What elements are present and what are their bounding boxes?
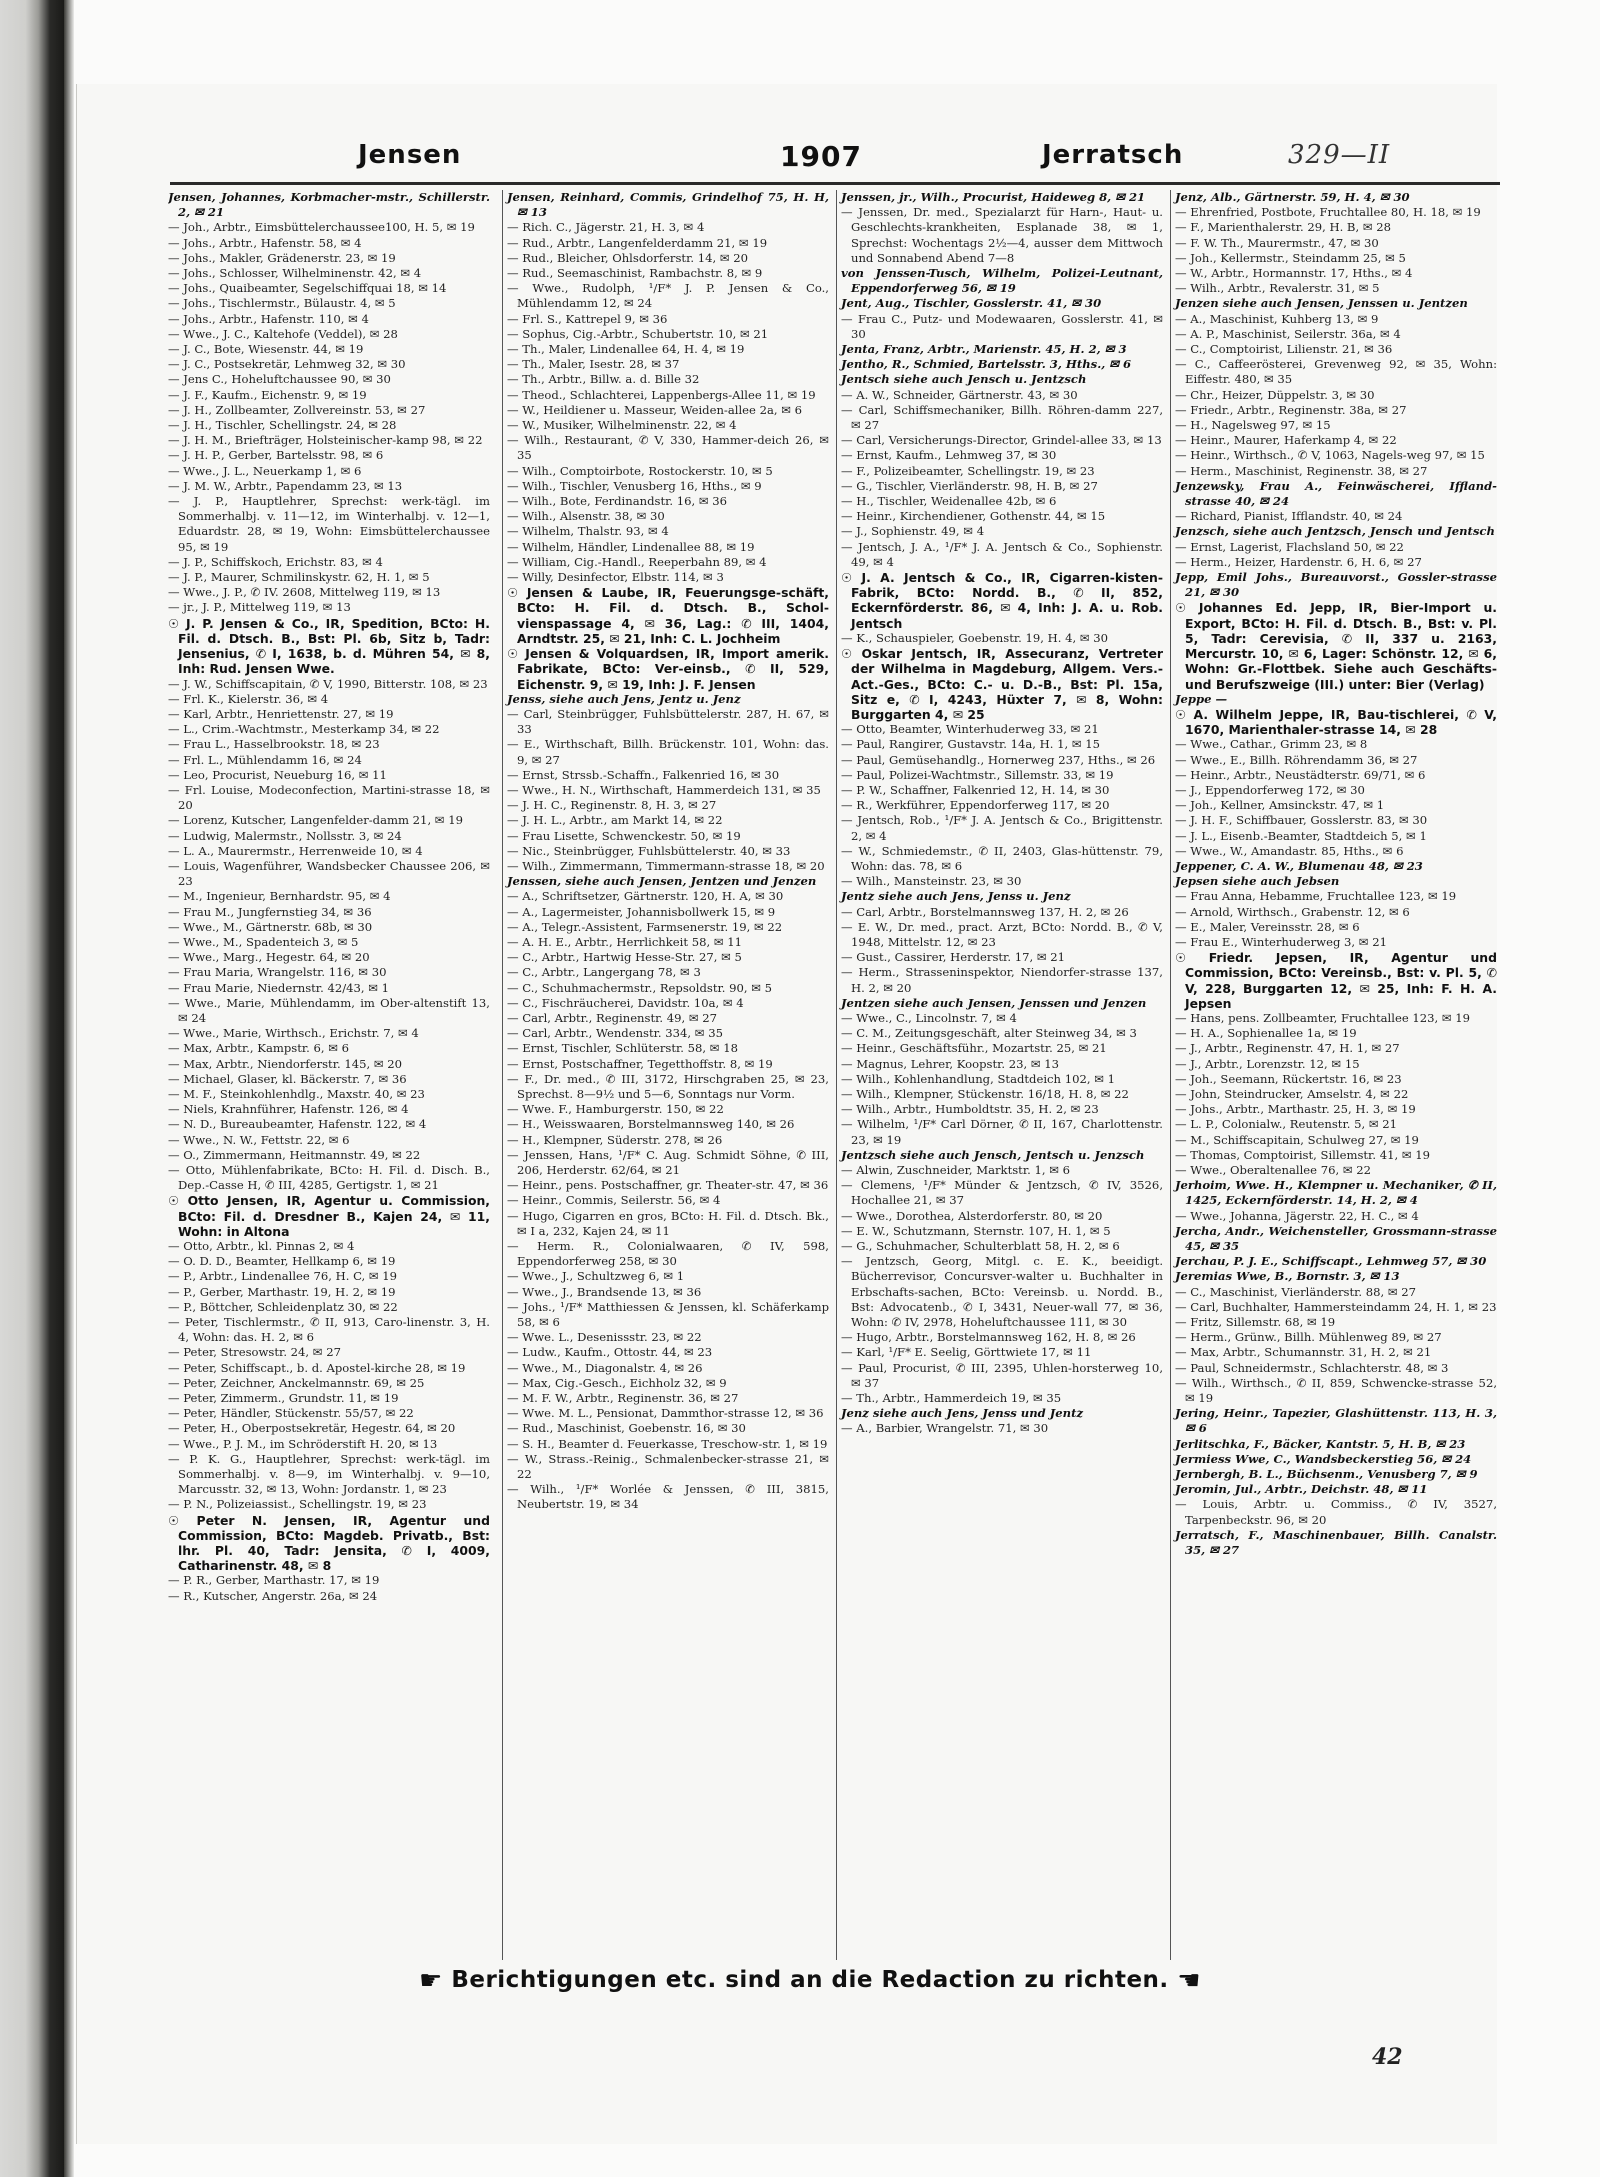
column-1	[168, 190, 490, 1960]
directory-entry: — Peter, Händler, Stückenstr. 55/57, ✉ 22	[168, 1406, 414, 1421]
directory-entry: — Ludw., Kaufm., Ottostr. 44, ✉ 23	[507, 1345, 713, 1360]
directory-entry: — Frau Anna, Hebamme, Fruchtallee 123, ✉ 19	[1175, 889, 1457, 904]
directory-entry: Jenz siehe auch Jens, Jenss und Jentz	[841, 1406, 1084, 1421]
header-page-number: 329—II	[1288, 140, 1391, 170]
directory-entry: — A., Lagermeister, Johannisbollwerk 15, ✉ 9	[507, 904, 776, 919]
directory-entry: — Paul, Polizei-Wachtmstr., Sillemstr. 33, ✉ 19	[841, 767, 1114, 782]
directory-entry: — Wilhelm, ¹/F* Carl Dörner, ✆ II, 167, Charlottenstr. 23, ✉ 19	[841, 1117, 1163, 1147]
directory-entry: — Wilh., Wirthsch., ✆ II, 859, Schwencke-strasse 52, ✉ 19	[1175, 1375, 1497, 1406]
pointing-hand-right-icon: ☛	[419, 1966, 443, 1996]
directory-entry: — E. W., Dr. med., pract. Arzt, BCto: Nordd. B., ✆ V, 1948, Mittelstr. 12, ✉ 23	[841, 919, 1163, 949]
directory-entry: Jentho, R., Schmied, Bartelsstr. 3, Hths., ✉ 6	[841, 357, 1132, 372]
directory-entry: — C., Schuhmachermstr., Repsoldstr. 90, ✉ 5	[507, 980, 773, 995]
directory-entry: — Th., Arbtr., Billw. a. d. Bille 32	[507, 372, 700, 387]
directory-entry: — Jentzsch, Georg, Mitgl. c. E. K., beeidigt. Bücherrevisor, Concursver-walter u. Buchhalter in Erbschafts-sachen, BCto: Vereinsb. u. Nordd. B., Bst: Advocatenb., ✆ I, 3431, Neuer-wall 77, ✉ 36, Wohn: ✆ IV, 2978, Hoheluftchaussee 111, ✉ 30	[841, 1254, 1163, 1330]
directory-entry: — Max, Arbtr., Niendorferstr. 145, ✉ 20	[168, 1056, 403, 1071]
directory-entry: — Wwe., Dorothea, Alsterdorferstr. 80, ✉ 20	[841, 1208, 1103, 1223]
directory-entry: ☉ J. A. Jentsch & Co., IR, Cigarren-kisten-Fabrik, BCto: Nordd. B., ✆ II, 852, Eckernförderstr. 86, ✉ 4, Inh: J. A. u. Rob. Jentsch	[841, 570, 1163, 631]
directory-entry: Jentzsch siehe auch Jensch, Jentsch u. Jenzsch	[841, 1147, 1145, 1162]
directory-entry: — G., Tischler, Vierländerstr. 98, H. B, ✉ 27	[841, 478, 1098, 493]
directory-entry: — Wwe., J. P., ✆ IV. 2608, Mittelweg 119, ✉ 13	[168, 585, 441, 600]
page-edge	[64, 0, 74, 2177]
directory-entry: — Wwe. M. L., Pensionat, Dammthor-strasse 12, ✉ 36	[507, 1406, 824, 1421]
directory-entry: Jepp, Emil Johs., Bureauvorst., Gossler-strasse 21, ✉ 30	[1175, 570, 1497, 600]
directory-entry: — Heinr., pens. Postschaffner, gr. Theater-str. 47, ✉ 36	[507, 1178, 829, 1193]
header-year: 1907	[780, 140, 862, 173]
directory-entry: — A., Maschinist, Kuhberg 13, ✉ 9	[1175, 311, 1379, 326]
directory-entry: — S. H., Beamter d. Feuerkasse, Treschow-str. 1, ✉ 19	[507, 1436, 828, 1451]
directory-entry: — Frau L., Hasselbrookstr. 18, ✉ 23	[168, 737, 380, 752]
directory-entry: — F. W. Th., Maurermstr., 47, ✉ 30	[1175, 235, 1379, 250]
directory-entry: — Wwe., N. W., Fettstr. 22, ✉ 6	[168, 1132, 350, 1147]
running-header	[110, 140, 1450, 180]
directory-entry: — Paul, Schneidermstr., Schlachterstr. 48, ✉ 3	[1175, 1360, 1449, 1375]
directory-entry: — Frau Lisette, Schwenckestr. 50, ✉ 19	[507, 828, 741, 843]
directory-entry: — Wwe., J. L., Neuerkamp 1, ✉ 6	[168, 463, 362, 478]
directory-entry: — C., Maschinist, Vierländerstr. 88, ✉ 27	[1175, 1284, 1417, 1299]
directory-entry: — Th., Maler, Isestr. 28, ✉ 37	[507, 357, 680, 372]
directory-entry: — Heinr., Kirchendiener, Gothenstr. 44, ✉ 15	[841, 509, 1106, 524]
directory-entry: — J. H. L., Arbtr., am Markt 14, ✉ 22	[507, 813, 723, 828]
directory-entry: — R., Werkführer, Eppendorferweg 117, ✉ 20	[841, 798, 1110, 813]
directory-entry: — M., Ingenieur, Bernhardstr. 95, ✉ 4	[168, 889, 391, 904]
directory-entry: — Paul, Rangirer, Gustavstr. 14a, H. 1, ✉ 15	[841, 737, 1101, 752]
directory-entry: — A., Telegr.-Assistent, Farmsenerstr. 19, ✉ 22	[507, 919, 783, 934]
directory-entry: — Otto, Beamter, Winterhuderweg 33, ✉ 21	[841, 722, 1099, 737]
directory-entry: — Johs., ¹/F* Matthiessen & Jenssen, kl. Schäferkamp 58, ✉ 6	[507, 1299, 829, 1330]
directory-entry: — Max, Arbtr., Kampstr. 6, ✉ 6	[168, 1041, 350, 1056]
directory-entry: — Ernst, Lagerist, Flachsland 50, ✉ 22	[1175, 539, 1404, 554]
directory-entry: — A. W., Schneider, Gärtnerstr. 43, ✉ 30	[841, 387, 1078, 402]
directory-entry: — Wilh., Tischler, Venusberg 16, Hths., ✉ 9	[507, 478, 762, 493]
directory-entry: — Wwe., M., Diagonalstr. 4, ✉ 26	[507, 1360, 703, 1375]
directory-entry: — C., Caffeerösterei, Grevenweg 92, ✉ 35, Wohn: Eiffestr. 480, ✉ 35	[1175, 357, 1497, 387]
directory-entry: Jenssen, jr., Wilh., Procurist, Haideweg 8, ✉ 21	[841, 190, 1146, 204]
directory-entry: — Carl, Arbtr., Wendenstr. 334, ✉ 35	[507, 1026, 723, 1041]
directory-entry: — W., Musiker, Wilhelminenstr. 22, ✉ 4	[507, 418, 737, 433]
directory-entry: — Jentsch, J. A., ¹/F* J. A. Jentsch & Co., Sophienstr. 49, ✉ 4	[841, 539, 1163, 569]
header-first-name: Jensen	[358, 140, 462, 170]
directory-entry: — Carl, Arbtr., Borstelmannsweg 137, H. 2, ✉ 26	[841, 904, 1129, 919]
directory-entry: — jr., J. P., Mittelweg 119, ✉ 13	[168, 600, 351, 615]
directory-entry: — M., Schiffscapitain, Schulweg 27, ✉ 19	[1175, 1132, 1419, 1147]
directory-entry: Jermiess Wwe, C., Wandsbeckerstieg 56, ✉ 24	[1175, 1451, 1472, 1466]
directory-entry: — C., Fischräucherei, Davidstr. 10a, ✉ 4	[507, 995, 744, 1010]
directory-entry: — P. K. G., Hauptlehrer, Sprechst: werk-tägl. im Sommerhalbj. v. 8—9, im Winterhalbj. v. 9—10, Marcusstr. 32, ✉ 13, Wohn: Jordanstr. 1, ✉ 23	[168, 1451, 490, 1497]
directory-entry: — Hugo, Cigarren en gros, BCto: H. Fil. d. Dtsch. Bk., ✉ I a, 232, Kajen 24, ✉ 11	[507, 1208, 829, 1238]
directory-entry: — Wwe., J., Schultzweg 6, ✉ 1	[507, 1269, 685, 1284]
directory-entry: — J. H. P., Gerber, Bartelsstr. 98, ✉ 6	[168, 448, 384, 463]
directory-entry: ☉ Jensen & Volquardsen, IR, Import amerik. Fabrikate, BCto: Ver-einsb., ✆ II, 529, Eichenstr. 9, ✉ 19, Inh: J. F. Jensen	[507, 646, 829, 692]
directory-entry: — K., Schauspieler, Goebenstr. 19, H. 4, ✉ 30	[841, 630, 1109, 645]
directory-entry: — Ehrenfried, Postbote, Fruchtallee 80, H. 18, ✉ 19	[1175, 205, 1481, 220]
directory-entry: — J. P., Schiffskoch, Erichstr. 83, ✉ 4	[168, 554, 383, 569]
directory-entry: — Paul, Gemüsehandlg., Hornerweg 237, Hths., ✉ 26	[841, 752, 1156, 767]
directory-entry: — Frl. Louise, Modeconfection, Martini-strasse 18, ✉ 20	[168, 782, 490, 813]
directory-entry: — J. W., Schiffscapitain, ✆ V, 1990, Bitterstr. 108, ✉ 23	[168, 676, 488, 691]
directory-entry: Jering, Heinr., Tapezier, Glashüttenstr. 113, H. 3, ✉ 6	[1175, 1406, 1497, 1436]
directory-entry: Jentzen siehe auch Jensen, Jenssen und Jenzen	[841, 995, 1147, 1010]
directory-entry: — Wilh., ¹/F* Worlée & Jenssen, ✆ III, 3815, Neubertstr. 19, ✉ 34	[507, 1482, 829, 1512]
directory-entry: — Chr., Heizer, Düppelstr. 3, ✉ 30	[1175, 387, 1375, 402]
directory-entry: — Heinr., Wirthsch., ✆ V, 1063, Nagels-weg 97, ✉ 15	[1175, 448, 1485, 463]
directory-entry: — J. H. C., Reginenstr. 8, H. 3, ✉ 27	[507, 798, 717, 813]
directory-entry: Jeppe —	[1175, 691, 1228, 706]
directory-entry: — E. W., Schutzmann, Sternstr. 107, H. 1, ✉ 5	[841, 1223, 1111, 1238]
directory-entry: — H., Weisswaaren, Borstelmannsweg 140, ✉ 26	[507, 1117, 795, 1132]
directory-entry: — Wwe., Oberaltenallee 76, ✉ 22	[1175, 1163, 1371, 1177]
directory-entry: — F., Dr. med., ✆ III, 3172, Hirschgraben 25, ✉ 23, Sprechst. 8—9½ und 5—6, Sonntags nur Vorm.	[507, 1071, 829, 1101]
directory-entry: — Lorenz, Kutscher, Langenfelder-damm 21, ✉ 19	[168, 813, 463, 828]
directory-entry: — Carl, Steinbrügger, Fuhlsbüttelerstr. 287, H. 67, ✉ 33	[507, 706, 829, 737]
directory-entry: — Herm., Maschinist, Reginenstr. 38, ✉ 27	[1175, 463, 1428, 478]
directory-entry: — Ernst, Tischler, Schlüterstr. 58, ✉ 18	[507, 1041, 738, 1056]
directory-entry: — Hans, pens. Zollbeamter, Fruchtallee 123, ✉ 19	[1175, 1010, 1471, 1025]
directory-entry: — Max, Arbtr., Schumannstr. 31, H. 2, ✉ 21	[1175, 1345, 1432, 1360]
directory-entry: — Rud., Maschinist, Goebenstr. 16, ✉ 30	[507, 1421, 746, 1436]
directory-entry: — Wwe. L., Desenissstr. 23, ✉ 22	[507, 1330, 702, 1345]
directory-entry: — J. H. M., Briefträger, Holsteinischer-kamp 98, ✉ 22	[168, 433, 483, 448]
directory-entry: Jerratsch, F., Maschinenbauer, Billh. Canalstr. 35, ✉ 27	[1175, 1527, 1497, 1558]
directory-entry: — Peter, Stresowstr. 24, ✉ 27	[168, 1345, 341, 1360]
directory-entry: Jenta, Franz, Arbtr., Marienstr. 45, H. 2, ✉ 3	[841, 342, 1127, 357]
directory-entry: — Wilh., Restaurant, ✆ V, 330, Hammer-deich 26, ✉ 35	[507, 433, 829, 463]
directory-entry: — Richard, Pianist, Ifflandstr. 40, ✉ 24	[1175, 509, 1403, 524]
directory-entry: — Gust., Cassirer, Herderstr. 17, ✉ 21	[841, 950, 1065, 965]
directory-entry: — Wilh., Bote, Ferdinandstr. 16, ✉ 36	[507, 494, 728, 509]
directory-entry: — Wilh., Arbtr., Humboldtstr. 35, H. 2, ✉ 23	[841, 1102, 1099, 1117]
directory-entry: — Leo, Procurist, Neueburg 16, ✉ 11	[168, 767, 387, 782]
header-last-name: Jerratsch	[1042, 140, 1184, 170]
directory-entry: — Wwe., Johanna, Jägerstr. 22, H. C., ✉ 4	[1175, 1208, 1419, 1223]
directory-entry: — Willy, Desinfector, Elbstr. 114, ✉ 3	[507, 570, 724, 585]
directory-entry: — Johs., Tischlermstr., Bülaustr. 4, ✉ 5	[168, 296, 396, 311]
directory-entry: — Ludwig, Malermstr., Nollsstr. 3, ✉ 24	[168, 828, 402, 843]
directory-entry: — Carl, Versicherungs-Director, Grindel-allee 33, ✉ 13	[841, 433, 1162, 448]
directory-entry: — Magnus, Lehrer, Koopstr. 23, ✉ 13	[841, 1056, 1060, 1071]
directory-entry: — Herm., Strasseninspektor, Niendorfer-strasse 137, H. 2, ✉ 20	[841, 965, 1163, 995]
directory-entry: — J., Arbtr., Reginenstr. 47, H. 1, ✉ 27	[1175, 1041, 1400, 1056]
directory-entry: Jenzsch, siehe auch Jentzsch, Jensch und Jentsch	[1175, 524, 1495, 539]
directory-entry: — W., Arbtr., Hormannstr. 17, Hths., ✉ 4	[1175, 266, 1413, 281]
directory-entry: — Joh., Kellner, Amsinckstr. 47, ✉ 1	[1175, 798, 1385, 813]
directory-entry: — Carl, Arbtr., Reginenstr. 49, ✉ 27	[507, 1010, 718, 1025]
directory-entry: Jent, Aug., Tischler, Gosslerstr. 41, ✉ 30	[841, 296, 1102, 311]
directory-entry: — Peter, Zimmerm., Grundstr. 11, ✉ 19	[168, 1391, 399, 1406]
directory-entry: — H. A., Sophienallee 1a, ✉ 19	[1175, 1026, 1357, 1041]
directory-entry: — O., Zimmermann, Heitmannstr. 49, ✉ 22	[168, 1147, 421, 1162]
directory-entry: — M. F. W., Arbtr., Reginenstr. 36, ✉ 27	[507, 1391, 739, 1406]
directory-entry: — Fritz, Sillemstr. 68, ✉ 19	[1175, 1315, 1336, 1330]
directory-entry: — Wilh., Alsenstr. 38, ✉ 30	[507, 509, 665, 524]
directory-entry: — W., Strass.-Reinig., Schmalenbecker-strasse 21, ✉ 22	[507, 1451, 829, 1482]
directory-entry: — Wwe., Marie, Mühlendamm, im Ober-altenstift 13, ✉ 24	[168, 995, 490, 1025]
directory-entry: — Frl. K., Kielerstr. 36, ✉ 4	[168, 691, 329, 706]
directory-entry: — Sophus, Cig.-Arbtr., Schubertstr. 10, ✉ 21	[507, 326, 769, 341]
directory-entry: — P. R., Gerber, Marthastr. 17, ✉ 19	[168, 1573, 380, 1588]
directory-entry: — Louis, Arbtr. u. Commiss., ✆ IV, 3527, Tarpenbeckstr. 96, ✉ 20	[1175, 1497, 1497, 1527]
directory-entry: Jensen, Reinhard, Commis, Grindelhof 75, H. H, ✉ 13	[507, 190, 829, 220]
directory-entry: — Wilh., Comptoirbote, Rostockerstr. 10, ✉ 5	[507, 463, 773, 478]
directory-entry: ☉ Otto Jensen, IR, Agentur u. Commission, BCto: Fil. d. Dresdner B., Kajen 24, ✉ 11, Wohn: in Altona	[168, 1193, 490, 1239]
directory-entry: — Niels, Krahnführer, Hafenstr. 126, ✉ 4	[168, 1102, 409, 1117]
directory-entry: — Th., Arbtr., Hammerdeich 19, ✉ 35	[841, 1391, 1062, 1406]
directory-entry: — Heinr., Arbtr., Neustädterstr. 69/71, ✉ 6	[1175, 767, 1426, 782]
directory-entry: — J. H., Zollbeamter, Zollvereinstr. 53, ✉ 27	[168, 402, 426, 417]
directory-entry: Jenss, siehe auch Jens, Jentz u. Jenz	[507, 691, 741, 706]
directory-entry: — Wwe., M., Gärtnerstr. 68b, ✉ 30	[168, 919, 373, 934]
directory-entry: — Th., Maler, Lindenallee 64, H. 4, ✉ 19	[507, 342, 745, 357]
directory-entry: — J. L., Eisenb.-Beamter, Stadtdeich 5, ✉ 1	[1175, 828, 1427, 843]
directory-entry: — Rud., Seemaschinist, Rambachstr. 8, ✉ 9	[507, 266, 763, 281]
directory-entry: — Wwe., Marg., Hegestr. 64, ✉ 20	[168, 950, 370, 965]
directory-entry: — Michael, Glaser, kl. Bäckerstr. 7, ✉ 36	[168, 1071, 407, 1086]
directory-entry: Jentsch siehe auch Jensch u. Jentzsch	[841, 372, 1087, 387]
directory-entry: — Johs., Arbtr., Hafenstr. 58, ✉ 4	[168, 235, 362, 250]
directory-entry: — Joh., Arbtr., Eimsbüttelerchaussee100, H. 5, ✉ 19	[168, 220, 475, 235]
directory-entry: — P. W., Schaffner, Falkenried 12, H. 14, ✉ 30	[841, 782, 1110, 797]
directory-entry: — M. F., Steinkohlenhdlg., Maxstr. 40, ✉ 23	[168, 1086, 425, 1101]
directory-entry: — J., Eppendorferweg 172, ✉ 30	[1175, 782, 1365, 797]
directory-entry: — Jenssen, Hans, ¹/F* C. Aug. Schmidt Söhne, ✆ III, 206, Herderstr. 62/64, ✉ 21	[507, 1147, 829, 1177]
directory-entry: — Wilh., Zimmermann, Timmermann-strasse 18, ✉ 20	[507, 858, 825, 873]
directory-entry: — Herm., Heizer, Hardenstr. 6, H. 6, ✉ 27	[1175, 554, 1422, 569]
directory-entry: — L. A., Maurermstr., Herrenweide 10, ✉ 4	[168, 843, 423, 858]
directory-entry: — W., Schmiedemstr., ✆ II, 2403, Glas-hüttenstr. 79, Wohn: das. 78, ✉ 6	[841, 843, 1163, 873]
directory-entry: — Rud., Arbtr., Langenfelderdamm 21, ✉ 19	[507, 235, 768, 250]
directory-entry: — Carl, Buchhalter, Hammersteindamm 24, H. 1, ✉ 23	[1175, 1299, 1497, 1314]
directory-entry: — Peter, Schiffscapt., b. d. Apostel-kirche 28, ✉ 19	[168, 1360, 466, 1375]
directory-entry: — J., Arbtr., Lorenzstr. 12, ✉ 15	[1175, 1056, 1360, 1071]
directory-entry: — Frl. S., Kattrepel 9, ✉ 36	[507, 311, 668, 326]
directory-entry: — Wwe. F., Hamburgerstr. 150, ✉ 22	[507, 1102, 724, 1117]
directory-entry: von Jenssen-Tusch, Wilhelm, Polizei-Leutnant, Eppendorferweg 56, ✉ 19	[841, 266, 1163, 296]
directory-entry: — Wwe., J., Brandsende 13, ✉ 36	[507, 1284, 702, 1299]
directory-entry: ☉ Jensen & Laube, IR, Feuerungsge-schäft, BCto: H. Fil. d. Dtsch. B., Schol-vienspassage 4, ✉ 36, Lag.: ✆ III, 1404, Arndtstr. 25, ✉ 21, Inh: C. L. Jochheim	[507, 585, 829, 646]
directory-entry: — A., Schriftsetzer, Gärtnerstr. 120, H. A, ✉ 30	[507, 889, 784, 904]
column-4	[1170, 190, 1497, 1960]
directory-entry: Jeremias Wwe, B., Bornstr. 3, ✉ 13	[1175, 1269, 1400, 1284]
directory-entry: — J. H. F., Schiffbauer, Gosslerstr. 83, ✉ 30	[1175, 813, 1428, 828]
directory-entry: — Wwe., Rudolph, ¹/F* J. P. Jensen & Co., Mühlendamm 12, ✉ 24	[507, 281, 829, 311]
directory-entry: — Otto, Mühlenfabrikate, BCto: H. Fil. d. Disch. B., Dep.-Casse H, ✆ III, 4285, Gertigstr. 1, ✉ 21	[168, 1163, 490, 1193]
directory-entry: — Frau M., Jungfernstieg 34, ✉ 36	[168, 904, 372, 919]
pointing-hand-left-icon: ☚	[1177, 1966, 1201, 1996]
directory-entry: — E., Wirthschaft, Billh. Brückenstr. 101, Wohn: das. 9, ✉ 27	[507, 737, 829, 767]
directory-entry: ☉ Oskar Jentsch, IR, Assecuranz, Vertreter der Wilhelma in Magdeburg, Allgem. Vers.-Act.-Ges., BCto: C.- u. D.-B., Bst: Pl. 15a, Sitz e, ✆ I, 4243, Hüxter 7, ✉ 8, Wohn: Burggarten 4, ✉ 25	[841, 646, 1163, 722]
directory-entry: — N. D., Bureaubeamter, Hafenstr. 122, ✉ 4	[168, 1117, 427, 1132]
directory-entry: — Rich. C., Jägerstr. 21, H. 3, ✉ 4	[507, 220, 705, 235]
directory-entry: Jeppener, C. A. W., Blumenau 48, ✉ 23	[1175, 858, 1423, 873]
directory-entry: — C. M., Zeitungsgeschäft, alter Steinweg 34, ✉ 3	[841, 1026, 1137, 1041]
directory-entry: — R., Kutscher, Angerstr. 26a, ✉ 24	[168, 1588, 378, 1603]
directory-entry: — H., Klempner, Süderstr. 278, ✉ 26	[507, 1132, 723, 1147]
directory-entry: — P., Arbtr., Lindenallee 76, H. C, ✉ 19	[168, 1269, 398, 1284]
directory-entry: Jenzen siehe auch Jensen, Jenssen u. Jentzen	[1175, 296, 1468, 311]
directory-entry: — J. F., Kaufm., Eichenstr. 9, ✉ 19	[168, 387, 367, 402]
directory-entry: — A. P., Maschinist, Seilerstr. 36a, ✉ 4	[1175, 326, 1401, 341]
directory-entry: — Ernst, Strssb.-Schaffn., Falkenried 16, ✉ 30	[507, 767, 780, 782]
directory-entry: — Ernst, Kaufm., Lehmweg 37, ✉ 30	[841, 448, 1057, 463]
directory-entry: — Herm., Grünw., Billh. Mühlenweg 89, ✉ 27	[1175, 1330, 1442, 1345]
directory-entry: — C., Arbtr., Hartwig Hesse-Str. 27, ✉ 5	[507, 950, 742, 965]
directory-entry: — P. N., Polizeiassist., Schellingstr. 19, ✉ 23	[168, 1497, 427, 1512]
directory-entry: — Herm. R., Colonialwaaren, ✆ IV, 598, Eppendorferweg 258, ✉ 30	[507, 1239, 829, 1269]
directory-entry: — J. P., Hauptlehrer, Sprechst: werk-tägl. im Sommerhalbj. v. 11—12, im Winterhalbj. v. 12—1, Eduardstr. 28, ✉ 19, Wohn: Eimsbüttelerchaussee 95, ✉ 19	[168, 494, 490, 554]
directory-entry: — Wwe., Marie, Wirthsch., Erichstr. 7, ✉ 4	[168, 1026, 419, 1041]
directory-entry: Jercha, Andr., Weichensteller, Grossmann-strasse 45, ✉ 35	[1175, 1223, 1497, 1254]
directory-entry: — Alwin, Zuschneider, Marktstr. 1, ✉ 6	[841, 1163, 1070, 1177]
directory-entry: Jerhoim, Wwe. H., Klempner u. Mechaniker, ✆ II, 1425, Eckernförderstr. 14, H. 2, ✉ 4	[1175, 1178, 1497, 1208]
directory-entry: — Jenssen, Dr. med., Spezialarzt für Harn-, Haut- u. Geschlechts-krankheiten, Esplanade 38, ✉ 1, Sprechst: Wochentags 2½—4, ausser dem Mittwoch und Sonnabend Abend 7—8	[841, 205, 1163, 265]
directory-entry: Jenz, Alb., Gärtnerstr. 59, H. 4, ✉ 30	[1175, 190, 1410, 204]
directory-entry: — Louis, Wagenführer, Wandsbecker Chaussee 206, ✉ 23	[168, 858, 490, 889]
directory-entry: Jerlitschka, F., Bäcker, Kantstr. 5, H. B, ✉ 23	[1175, 1436, 1466, 1451]
directory-entry: — Johs., Arbtr., Hafenstr. 110, ✉ 4	[168, 311, 369, 326]
directory-entry: — John, Steindrucker, Amselstr. 4, ✉ 22	[1175, 1086, 1409, 1101]
directory-entry: Jensen, Johannes, Korbmacher-mstr., Schillerstr. 2, ✉ 21	[168, 190, 490, 220]
footer-text: Berichtigungen etc. sind an die Redaction zu richten.	[451, 1967, 1169, 1993]
directory-entry: — E., Maler, Vereinsstr. 28, ✉ 6	[1175, 919, 1360, 934]
directory-entry: — C., Arbtr., Langergang 78, ✉ 3	[507, 965, 701, 980]
directory-entry: — Thomas, Comptoirist, Sillemstr. 41, ✉ 19	[1175, 1147, 1430, 1162]
column-2	[502, 190, 829, 1960]
column-3	[836, 190, 1163, 1960]
directory-entry: — Johs., Schlosser, Wilhelminenstr. 42, ✉ 4	[168, 266, 422, 281]
directory-entry: — F., Polizeibeamter, Schellingstr. 19, ✉ 23	[841, 463, 1095, 478]
directory-entry: — H., Tischler, Weidenallee 42b, ✉ 6	[841, 494, 1057, 509]
directory-entry: ☉ Peter N. Jensen, IR, Agentur und Commission, BCto: Magdeb. Privatb., Bst: lhr. Pl. 40, Tadr: Jensita, ✆ I, 4009, Catharinenstr. 48, ✉ 8	[168, 1512, 490, 1574]
directory-entry: — Wilhelm, Händler, Lindenallee 88, ✉ 19	[507, 539, 755, 554]
directory-entry: Jerchau, P. J. E., Schiffscapt., Lehmweg 57, ✉ 30	[1175, 1254, 1487, 1269]
directory-entry: — H., Nagelsweg 97, ✉ 15	[1175, 418, 1331, 433]
directory-entry: — Joh., Seemann, Rückertstr. 16, ✉ 23	[1175, 1071, 1402, 1086]
directory-entry: Jentz siehe auch Jens, Jenss u. Jenz	[841, 889, 1071, 904]
directory-entry: — Frau C., Putz- und Modewaaren, Gosslerstr. 41, ✉ 30	[841, 311, 1163, 341]
directory-entry: — Karl, ¹/F* E. Seelig, Görttwiete 17, ✉ 11	[841, 1345, 1092, 1360]
directory-entry: — Jens C., Hoheluftchaussee 90, ✉ 30	[168, 372, 391, 387]
directory-entry: — Carl, Schiffsmechaniker, Billh. Röhren-damm 227, ✉ 27	[841, 402, 1163, 433]
directory-entry: — Wwe., E., Billh. Röhrendamm 36, ✉ 27	[1175, 752, 1418, 767]
directory-entry: — J. M. W., Arbtr., Papendamm 23, ✉ 13	[168, 478, 403, 493]
directory-columns	[168, 190, 1502, 1960]
directory-entry: — A. H. E., Arbtr., Herrlichkeit 58, ✉ 11	[507, 934, 742, 949]
directory-entry: — Wwe., J. C., Kaltehofe (Veddel), ✉ 28	[168, 326, 398, 341]
directory-entry: — Wwe., H. N., Wirthschaft, Hammerdeich 131, ✉ 35	[507, 782, 821, 797]
directory-entry: — Peter, Tischlermstr., ✆ II, 913, Caro-linenstr. 3, H. 4, Wohn: das. H. 2, ✉ 6	[168, 1315, 490, 1345]
directory-entry: — Frau Maria, Wrangelstr. 116, ✉ 30	[168, 965, 387, 980]
directory-entry: — Peter, Zeichner, Anckelmannstr. 69, ✉ 25	[168, 1375, 425, 1390]
directory-entry: — Karl, Arbtr., Henriettenstr. 27, ✉ 19	[168, 706, 394, 721]
directory-entry: — P., Böttcher, Schleidenplatz 30, ✉ 22	[168, 1299, 398, 1314]
header-rule	[170, 182, 1500, 185]
directory-entry: — F., Marienthalerstr. 29, H. B, ✉ 28	[1175, 220, 1391, 235]
directory-entry: — Paul, Procurist, ✆ III, 2395, Uhlen-horsterweg 10, ✉ 37	[841, 1360, 1163, 1390]
directory-entry: — Wwe., W., Amandastr. 85, Hths., ✉ 6	[1175, 843, 1404, 858]
footer-notice	[400, 1966, 1220, 2000]
directory-entry: — Jentsch, Rob., ¹/F* J. A. Jentsch & Co., Brigittenstr. 2, ✉ 4	[841, 813, 1163, 843]
directory-entry: — Frau Marie, Niedernstr. 42/43, ✉ 1	[168, 980, 390, 995]
directory-entry: — Heinr., Geschäftsführ., Mozartstr. 25, ✉ 21	[841, 1041, 1107, 1056]
directory-entry: — O. D. D., Beamter, Hellkamp 6, ✉ 19	[168, 1254, 396, 1269]
directory-entry: — Max, Cig.-Gesch., Eichholz 32, ✉ 9	[507, 1375, 727, 1390]
directory-entry: — Johs., Makler, Grädenerstr. 23, ✉ 19	[168, 250, 396, 265]
directory-entry: — A., Barbier, Wrangelstr. 71, ✉ 30	[841, 1421, 1049, 1436]
directory-entry: — W., Heildiener u. Masseur, Weiden-allee 2a, ✉ 6	[507, 402, 803, 417]
directory-entry: ☉ Johannes Ed. Jepp, IR, Bier-Import u. Export, BCto: H. Fil. d. Dtsch. B., Bst: v. Pl. 5, Tadr: Cerevisia, ✆ II, 337 u. 2163, Mercurstr. 10, ✉ 6, Lager: Schönstr. 12, ✉ 6, Wohn: Gr.-Flottbek. Siehe auch Geschäfts- und Berufszweige (III.) unter: Bier (Verlag)	[1175, 600, 1497, 692]
directory-entry: — J. P., Maurer, Schmilinskystr. 62, H. 1, ✉ 5	[168, 570, 430, 585]
scan-binding-shadow	[0, 0, 64, 2177]
directory-entry: Jernbergh, B. L., Büchsenm., Venusberg 7, ✉ 9	[1175, 1467, 1478, 1482]
directory-entry: Jeromin, Jul., Arbtr., Deichstr. 48, ✉ 11	[1175, 1482, 1428, 1497]
directory-entry: — J., Sophienstr. 49, ✉ 4	[841, 524, 985, 539]
directory-entry: — Wilh., Arbtr., Revalerstr. 31, ✉ 5	[1175, 281, 1380, 296]
directory-entry: Jepsen siehe auch Jebsen	[1175, 874, 1340, 889]
directory-entry: — Wilh., Klempner, Stückenstr. 16/18, H. 8, ✉ 22	[841, 1086, 1129, 1101]
directory-entry: — L., Crim.-Wachtmstr., Mesterkamp 34, ✉ 22	[168, 722, 440, 737]
directory-entry: — J. C., Postsekretär, Lehmweg 32, ✉ 30	[168, 357, 406, 372]
directory-entry: — Wilhelm, Thalstr. 93, ✉ 4	[507, 524, 669, 539]
directory-entry: — Wilh., Kohlenhandlung, Stadtdeich 102, ✉ 1	[841, 1071, 1115, 1086]
directory-entry: — Clemens, ¹/F* Münder & Jentzsch, ✆ IV, 3526, Hochallee 21, ✉ 37	[841, 1178, 1163, 1208]
directory-entry: — Frau E., Winterhuderweg 3, ✉ 21	[1175, 934, 1387, 949]
directory-entry: — William, Cig.-Handl., Reeperbahn 89, ✉ 4	[507, 554, 767, 569]
directory-entry: — Wwe., Cathar., Grimm 23, ✉ 8	[1175, 737, 1368, 752]
directory-entry: — Nic., Steinbrügger, Fuhlsbüttelerstr. 40, ✉ 33	[507, 843, 791, 858]
directory-entry: — J. C., Bote, Wiesenstr. 44, ✉ 19	[168, 342, 364, 357]
directory-entry: — Wwe., M., Spadenteich 3, ✉ 5	[168, 934, 359, 949]
directory-entry: — Peter, H., Oberpostsekretär, Hegestr. 64, ✉ 20	[168, 1421, 456, 1436]
directory-entry: — Johs., Arbtr., Marthastr. 25, H. 3, ✉ 19	[1175, 1102, 1416, 1117]
directory-entry: — Wwe., P. J. M., im Schröderstift H. 20, ✉ 13	[168, 1436, 438, 1451]
directory-entry: — Theod., Schlachterei, Lappenbergs-Allee 11, ✉ 19	[507, 387, 816, 402]
directory-entry: — Ernst, Postschaffner, Tegetthoffstr. 8, ✉ 19	[507, 1056, 773, 1071]
directory-entry: — Johs., Quaibeamter, Segelschiffquai 18, ✉ 14	[168, 281, 447, 296]
directory-entry: — Otto, Arbtr., kl. Pinnas 2, ✉ 4	[168, 1239, 355, 1254]
directory-entry: — J. H., Tischler, Schellingstr. 24, ✉ 28	[168, 418, 397, 433]
directory-entry: — Heinr., Maurer, Haferkamp 4, ✉ 22	[1175, 433, 1397, 448]
directory-entry: — Friedr., Arbtr., Reginenstr. 38a, ✉ 27	[1175, 402, 1407, 417]
directory-entry: — Frl. L., Mühlendamm 16, ✉ 24	[168, 752, 362, 767]
directory-entry: ☉ A. Wilhelm Jeppe, IR, Bau-tischlerei, ✆ V, 1670, Marienthaler-strasse 14, ✉ 28	[1175, 706, 1497, 738]
directory-entry: — C., Comptoirist, Lilienstr. 21, ✉ 36	[1175, 342, 1393, 357]
directory-entry: ☉ Friedr. Jepsen, IR, Agentur und Commission, BCto: Vereinsb., Bst: v. Pl. 5, ✆ V, 228, Burggarten 12, ✉ 25, Inh: F. H. A. Jepsen	[1175, 950, 1497, 1011]
directory-entry: — L. P., Colonialw., Reutenstr. 5, ✉ 21	[1175, 1117, 1397, 1132]
directory-entry: Jenzewsky, Frau A., Feinwäscherei, Iffland-strasse 40, ✉ 24	[1175, 478, 1497, 509]
directory-entry: — G., Schuhmacher, Schulterblatt 58, H. 2, ✉ 6	[841, 1239, 1120, 1254]
directory-entry: — Wilh., Mansteinstr. 23, ✉ 30	[841, 874, 1022, 889]
directory-entry: — Arnold, Wirthsch., Grabenstr. 12, ✉ 6	[1175, 904, 1410, 919]
directory-entry: — Heinr., Commis, Seilerstr. 56, ✉ 4	[507, 1193, 721, 1208]
sheet-number: 42	[1372, 2044, 1403, 2070]
directory-entry: ☉ J. P. Jensen & Co., IR, Spedition, BCto: H. Fil. d. Dtsch. B., Bst: Pl. 6b, Sitz b, Tadr: Jensenius, ✆ I, 1638, b. d. Mühren 54, ✉ 8, Inh: Rud. Jensen Wwe.	[168, 615, 490, 677]
directory-entry: Jenssen, siehe auch Jensen, Jentzen und Jenzen	[507, 874, 817, 889]
directory-entry: — Joh., Kellermstr., Steindamm 25, ✉ 5	[1175, 250, 1406, 265]
directory-entry: — Rud., Bleicher, Ohlsdorferstr. 14, ✉ 20	[507, 250, 748, 265]
directory-entry: — Wwe., C., Lincolnstr. 7, ✉ 4	[841, 1010, 1017, 1025]
directory-entry: — Hugo, Arbtr., Borstelmannsweg 162, H. 8, ✉ 26	[841, 1330, 1136, 1345]
directory-entry: — P., Gerber, Marthastr. 19, H. 2, ✉ 19	[168, 1284, 396, 1299]
